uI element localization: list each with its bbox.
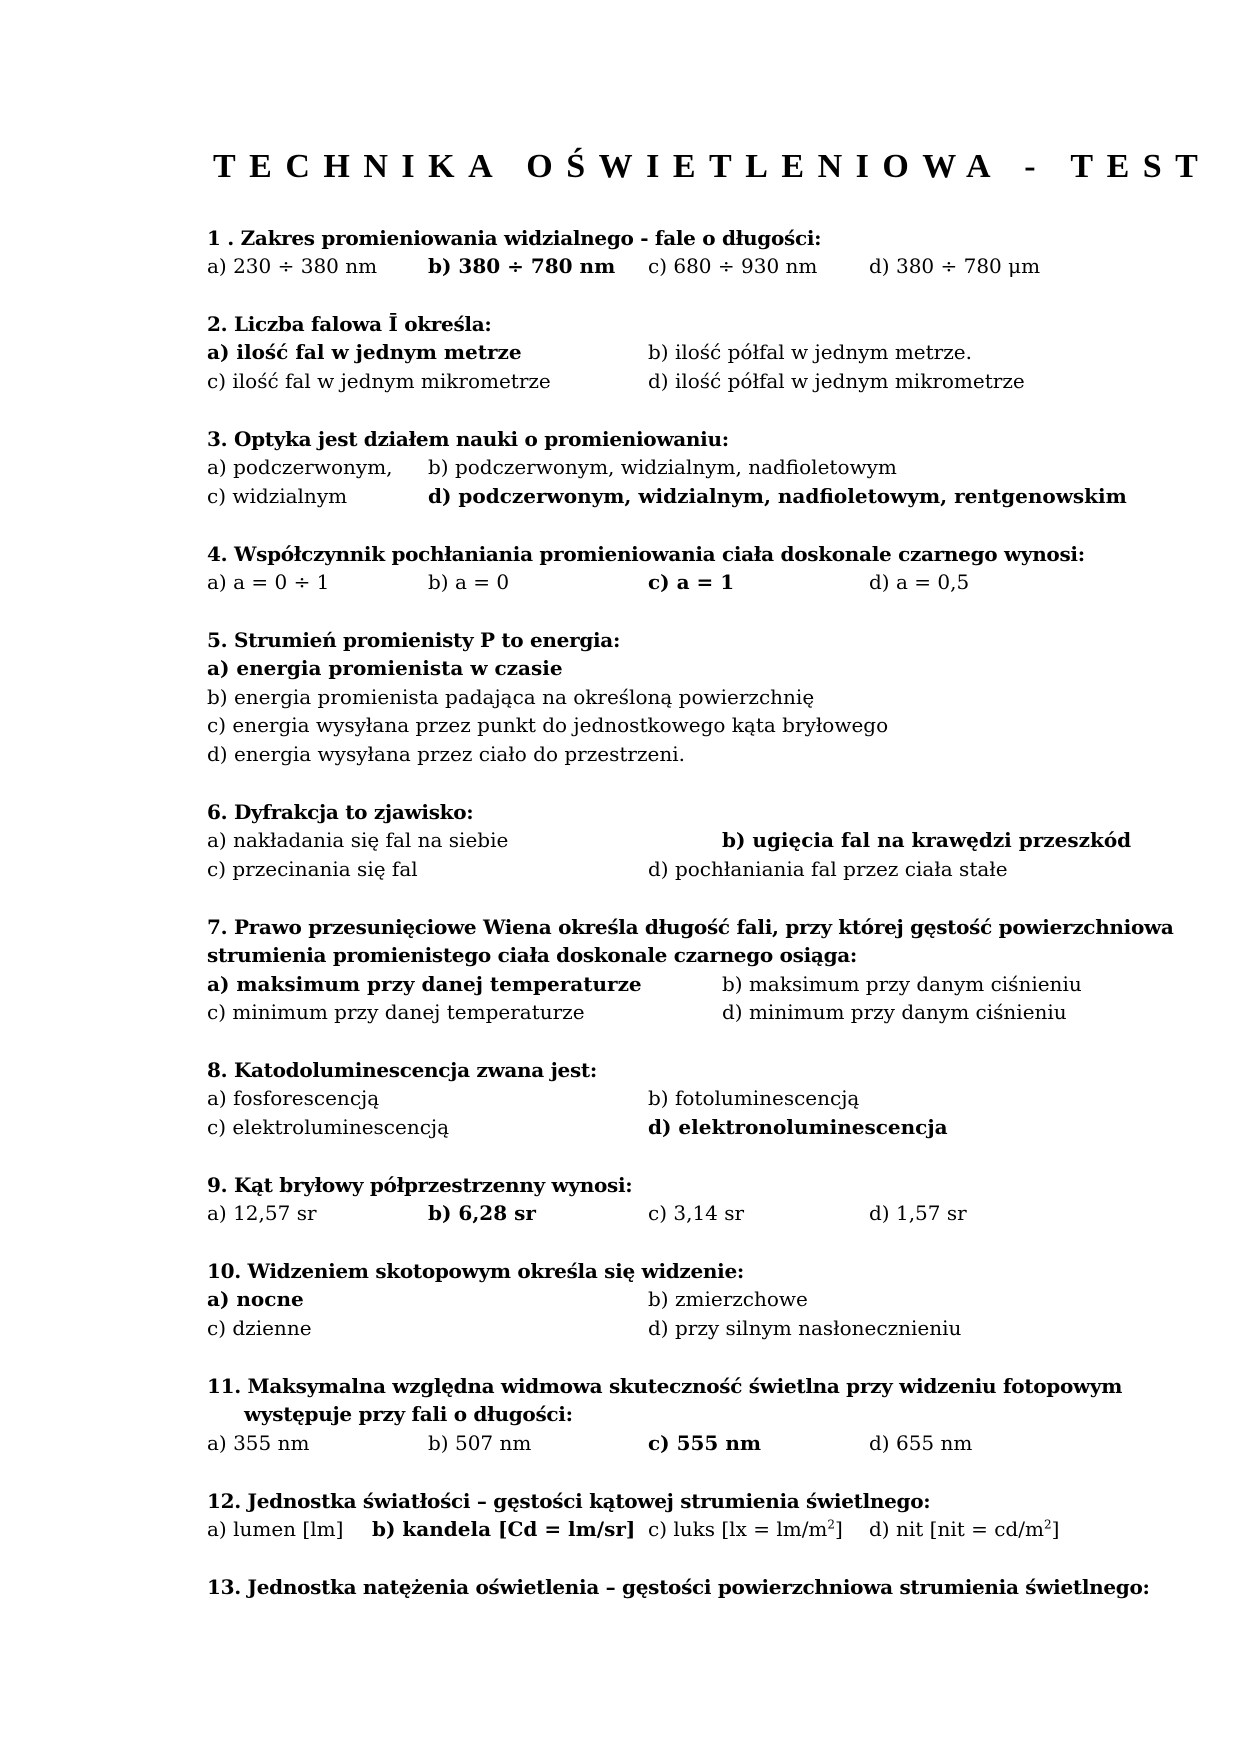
question-3-option-b: b) podczerwonym, widzialnym, nadfioletowym [428, 455, 897, 479]
question-11-option-c: c) 555 nm [648, 1431, 762, 1455]
question-9-option-c: c) 3,14 sr [648, 1201, 745, 1225]
question-11-heading-line-2: występuje przy fali o długości: [244, 1402, 573, 1426]
question-9-option-a: a) 12,57 sr [207, 1201, 317, 1225]
question-7-option-a: a) maksimum przy danej temperaturze [207, 972, 642, 996]
question-13-heading: 13. Jednostka natężenia oświetlenia – gęstości powierzchniowa strumienia świetlnego: [207, 1575, 1150, 1599]
question-4-option-c: c) a = 1 [648, 570, 735, 594]
question-12-heading: 12. Jednostka światłości – gęstości kątowej strumienia świetlnego: [207, 1489, 931, 1513]
question-3-option-a: a) podczerwonym, [207, 455, 393, 479]
question-5-option-b: b) energia promienista padająca na określoną powierzchnię [207, 685, 815, 709]
question-8-option-d: d) elektronoluminescencja [648, 1115, 948, 1139]
question-7-option-c: c) minimum przy danej temperaturze [207, 1000, 585, 1024]
question-4-heading: 4. Współczynnik pochłaniania promieniowania ciała doskonale czarnego wynosi: [207, 542, 1085, 566]
question-5-heading: 5. Strumień promienisty P to energia: [207, 628, 621, 652]
question-11-option-b: b) 507 nm [428, 1431, 532, 1455]
question-6-option-d: d) pochłaniania fal przez ciała stałe [648, 857, 1008, 881]
question-1-option-b: b) 380 ÷ 780 nm [428, 254, 616, 278]
question-10-option-a: a) nocne [207, 1287, 304, 1311]
question-5-option-a: a) energia promienista w czasie [207, 656, 563, 680]
question-2-option-b: b) ilość półfal w jednym metrze. [648, 340, 972, 364]
question-3-heading: 3. Optyka jest działem nauki o promieniowaniu: [207, 427, 729, 451]
question-3-option-c: c) widzialnym [207, 484, 348, 508]
question-1-heading: 1 . Zakres promieniowania widzialnego - fale o długości: [207, 226, 822, 250]
question-7-heading-line-2: strumienia promienistego ciała doskonale czarnego osiąga: [207, 943, 858, 967]
question-11-option-a: a) 355 nm [207, 1431, 310, 1455]
question-3-option-d: d) podczerwonym, widzialnym, nadfioletowym, rentgenowskim [428, 484, 1127, 508]
page-title: TECHNIKA OŚWIETLENIOWA - TEST [213, 148, 1212, 185]
question-4-option-b: b) a = 0 [428, 570, 510, 594]
question-2-option-d: d) ilość półfal w jednym mikrometrze [648, 369, 1025, 393]
question-12-option-d: d) nit $[nit = cd/m^2]$ [869, 1517, 1060, 1541]
question-1-option-d: d) 380 ÷ 780 μm [869, 254, 1041, 278]
question-10-heading: 10. Widzeniem skotopowym określa się widzenie: [207, 1259, 744, 1283]
question-9-option-d: d) 1,57 sr [869, 1201, 967, 1225]
question-4-option-a: a) a = 0 ÷ 1 [207, 570, 330, 594]
question-12-option-a: a) lumen [lm] [207, 1517, 344, 1541]
question-12-option-b: b) kandela [Cd = lm/sr] [372, 1517, 636, 1541]
question-2-option-c: c) ilość fal w jednym mikrometrze [207, 369, 551, 393]
question-6-option-c: c) przecinania się fal [207, 857, 418, 881]
question-1-option-c: c) 680 ÷ 930 nm [648, 254, 818, 278]
question-8-option-b: b) fotoluminescencją [648, 1086, 860, 1110]
question-7-option-d: d) minimum przy danym ciśnieniu [722, 1000, 1067, 1024]
question-5-option-d: d) energia wysyłana przez ciało do przestrzeni. [207, 742, 685, 766]
question-8-option-c: c) elektroluminescencją [207, 1115, 450, 1139]
question-5-option-c: c) energia wysyłana przez punkt do jednostkowego kąta bryłowego [207, 713, 889, 737]
question-9-option-b: b) 6,28 sr [428, 1201, 536, 1225]
question-1-option-a: a) 230 ÷ 380 nm [207, 254, 378, 278]
question-6-heading: 6. Dyfrakcja to zjawisko: [207, 800, 474, 824]
question-6-option-a: a) nakładania się fal na siebie [207, 828, 509, 852]
question-10-option-b: b) zmierzchowe [648, 1287, 808, 1311]
question-7-heading-line-1: 7. Prawo przesunięciowe Wiena określa długość fali, przy której gęstość powierzchniowa [207, 915, 1174, 939]
question-10-option-d: d) przy silnym nasłonecznieniu [648, 1316, 962, 1340]
question-4-option-d: d) a = 0,5 [869, 570, 970, 594]
question-2-option-a: a) ilość fal w jednym metrze [207, 340, 522, 364]
question-7-option-b: b) maksimum przy danym ciśnieniu [722, 972, 1082, 996]
question-6-option-b: b) ugięcia fal na krawędzi przeszkód [722, 828, 1132, 852]
question-12-option-c: c) luks $[lx = lm/m^2]$ [648, 1517, 843, 1541]
question-10-option-c: c) dzienne [207, 1316, 312, 1340]
question-8-heading: 8. Katodoluminescencja zwana jest: [207, 1058, 597, 1082]
question-2-heading: 2. Liczba falowa Ī określa: [207, 312, 492, 336]
question-8-option-a: a) fosforescencją [207, 1086, 380, 1110]
question-11-option-d: d) 655 nm [869, 1431, 973, 1455]
question-9-heading: 9. Kąt bryłowy półprzestrzenny wynosi: [207, 1173, 633, 1197]
question-11-heading-line-1: 11. Maksymalna względna widmowa skuteczność świetlna przy widzeniu fotopowym [207, 1374, 1123, 1398]
